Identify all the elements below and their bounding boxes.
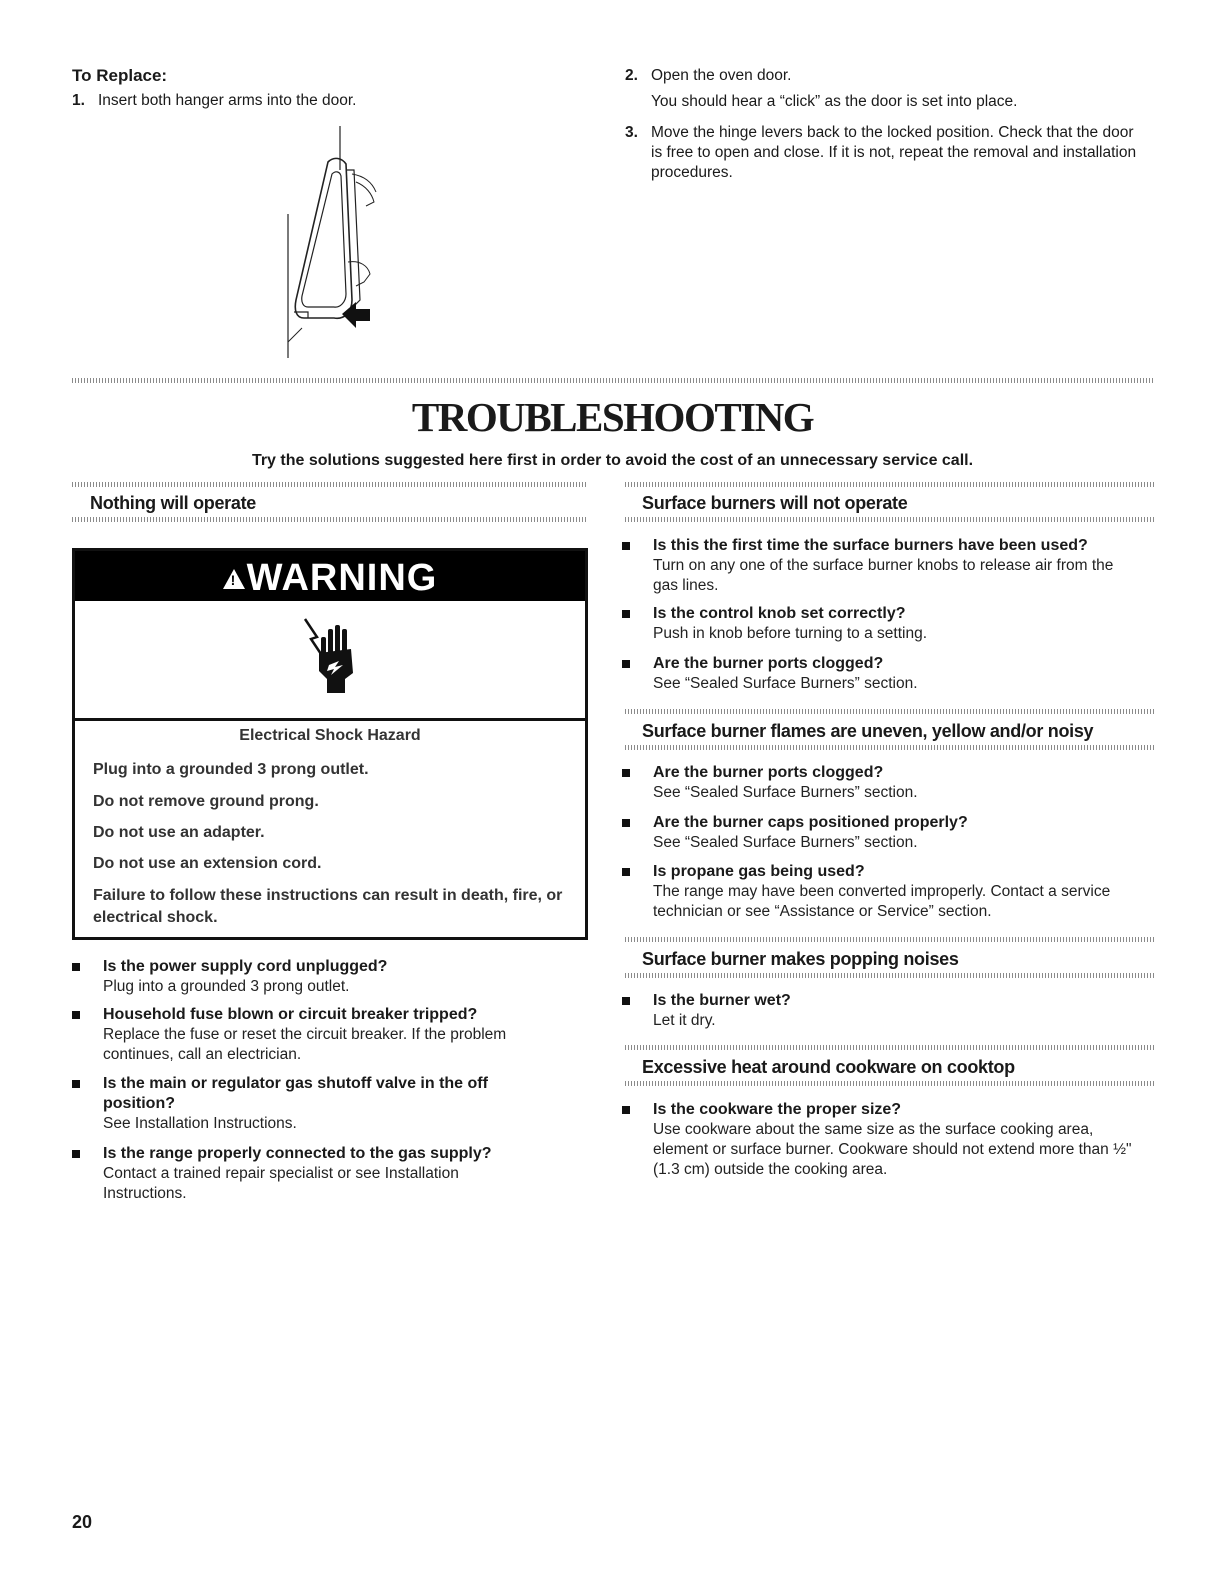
item-question: Is the range properly connected to the gas supply? xyxy=(103,1145,492,1162)
bullet-square-icon xyxy=(72,963,80,971)
page-number: 20 xyxy=(72,1512,93,1532)
troubleshoot-item xyxy=(72,1005,572,1065)
section-title-nothing-operates: Nothing will operate xyxy=(90,493,257,513)
section-title: Surface burner makes popping noises xyxy=(642,949,959,969)
warning-line: Do not use an extension cord. xyxy=(93,855,322,872)
item-answer: Push in knob before turning to a setting. xyxy=(653,625,928,642)
step-text: Insert both hanger arms into the door. xyxy=(98,92,357,109)
troubleshoot-item xyxy=(622,813,1152,853)
item-answer: Use cookware about the same size as the surface cooking area, element or surface burner. Cookware should not extend more than ½" (1.3 cm) outside the cooking area. xyxy=(653,1121,1132,1178)
troubleshoot-item xyxy=(72,1144,572,1204)
bullet-square-icon xyxy=(622,997,630,1005)
troubleshoot-item xyxy=(622,862,1152,922)
warning-line: Do not remove ground prong. xyxy=(93,793,319,810)
section-rule xyxy=(625,973,1154,978)
section-rule xyxy=(625,1045,1154,1050)
item-question: Are the burner ports clogged? xyxy=(653,764,884,781)
replace-step-2-detail: You should hear a “click” as the door is set into place. xyxy=(651,93,1018,110)
page-subtitle: Try the solutions suggested here first in order to avoid the cost of an unnecessary service call. xyxy=(251,452,974,469)
item-answer: The range may have been converted improperly. Contact a service technician or see “Assistance or Service” section. xyxy=(653,883,1111,920)
item-question: Is the control knob set correctly? xyxy=(653,605,906,622)
bullet-square-icon xyxy=(622,868,630,876)
replace-step-2 xyxy=(625,66,1145,86)
section-title: Surface burners will not operate xyxy=(642,493,908,513)
section-rule xyxy=(625,709,1154,714)
warning-divider xyxy=(75,718,585,721)
section-rule xyxy=(625,482,1154,487)
troubleshoot-item xyxy=(622,536,1152,596)
warning-line: Failure to follow these instructions can result in death, fire, or electrical shock. xyxy=(93,887,563,926)
section-title: Excessive heat around cookware on cooktop xyxy=(642,1057,1015,1077)
bullet-square-icon xyxy=(72,1011,80,1019)
step-number: 3. xyxy=(625,124,638,141)
item-answer: Let it dry. xyxy=(653,1012,716,1029)
item-question: Are the burner ports clogged? xyxy=(653,655,884,672)
warning-box xyxy=(72,548,588,940)
item-answer: See “Sealed Surface Burners” section. xyxy=(653,784,918,801)
oven-door-hanger-illustration xyxy=(268,122,398,364)
item-answer: See “Sealed Surface Burners” section. xyxy=(653,834,918,851)
warning-line: Do not use an adapter. xyxy=(93,824,265,841)
replace-step-1 xyxy=(72,91,357,111)
item-answer: Contact a trained repair specialist or see Installation Instructions. xyxy=(103,1165,459,1202)
item-question: Is the cookware the proper size? xyxy=(653,1101,902,1118)
replace-step-3 xyxy=(625,123,1145,183)
replace-heading: To Replace: xyxy=(72,66,168,85)
bullet-square-icon xyxy=(622,542,630,550)
warning-banner xyxy=(75,551,585,601)
warning-banner-label: WARNING xyxy=(246,557,438,599)
bullet-square-icon xyxy=(622,1106,630,1114)
item-question: Is propane gas being used? xyxy=(653,863,865,880)
section-title: Surface burner flames are uneven, yellow and/or noisy xyxy=(642,721,1094,741)
troubleshoot-item xyxy=(622,1100,1152,1180)
troubleshoot-item xyxy=(622,604,1152,644)
item-question: Is the main or regulator gas shutoff valve in the off position? xyxy=(103,1075,488,1112)
bullet-square-icon xyxy=(622,819,630,827)
item-question: Is this the first time the surface burners have been used? xyxy=(653,537,1088,554)
hazard-title: Electrical Shock Hazard xyxy=(239,727,421,744)
bullet-square-icon xyxy=(622,769,630,777)
item-answer: Replace the fuse or reset the circuit breaker. If the problem continues, call an electrician. xyxy=(103,1026,507,1063)
item-answer: Turn on any one of the surface burner knobs to release air from the gas lines. xyxy=(653,557,1114,594)
section-rule xyxy=(625,1081,1154,1086)
step-number: 2. xyxy=(625,67,638,84)
item-question: Is the burner wet? xyxy=(653,992,791,1009)
item-question: Are the burner caps positioned properly? xyxy=(653,814,968,831)
troubleshoot-item xyxy=(622,991,1152,1031)
item-answer: See “Sealed Surface Burners” section. xyxy=(653,675,918,692)
troubleshoot-item xyxy=(622,763,1152,803)
warning-triangle-icon xyxy=(223,569,245,589)
section-rule xyxy=(625,517,1154,522)
bullet-square-icon xyxy=(622,610,630,618)
electrical-shock-icon xyxy=(303,615,363,693)
item-question: Is the power supply cord unplugged? xyxy=(103,958,388,975)
step-number: 1. xyxy=(72,92,85,109)
troubleshoot-item xyxy=(72,1074,572,1134)
section-divider xyxy=(72,378,1154,383)
item-question: Household fuse blown or circuit breaker tripped? xyxy=(103,1006,478,1023)
section-rule xyxy=(625,937,1154,942)
troubleshoot-item xyxy=(622,654,1152,694)
section-rule xyxy=(72,517,588,522)
bullet-square-icon xyxy=(622,660,630,668)
step-text: Open the oven door. xyxy=(651,67,792,84)
bullet-square-icon xyxy=(72,1150,80,1158)
page-title: TROUBLESHOOTING xyxy=(411,394,814,440)
section-rule xyxy=(72,482,588,487)
bullet-square-icon xyxy=(72,1080,80,1088)
item-answer: Plug into a grounded 3 prong outlet. xyxy=(103,978,350,995)
warning-line: Plug into a grounded 3 prong outlet. xyxy=(93,761,369,778)
item-answer: See Installation Instructions. xyxy=(103,1115,297,1132)
step-text: Move the hinge levers back to the locked position. Check that the door is free to open and close. If it is not, repeat the removal and installation procedures. xyxy=(651,124,1137,181)
section-rule xyxy=(625,745,1154,750)
troubleshoot-item xyxy=(72,957,572,997)
